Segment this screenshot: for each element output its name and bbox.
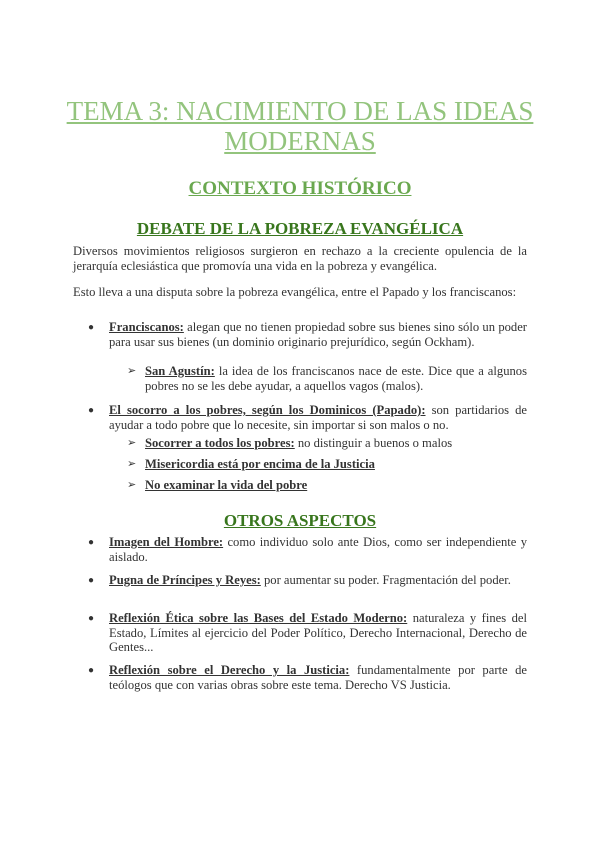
bullet-dot-icon: ● [88,575,95,586]
item-text: naturaleza y fines del Estado, Límites al ejercicio del Poder Político, Derecho Internacional, Derecho de Gentes... [109,611,527,654]
debate-heading: DEBATE DE LA POBREZA EVANGÉLICA [136,219,464,238]
item-text: fundamentalmente por parte de teólogos que con varias obras sobre este tema. Derecho VS Justicia. [109,663,527,692]
arrow-bullet-icon: ➢ [127,458,137,470]
sub-item-san-agustin [145,364,527,393]
item-term: Pugna de Príncipes y Reyes: [109,573,261,587]
list-item-dominicos [109,403,527,432]
list-item-reflexion-etica [109,611,527,655]
page-title: TEMA 3: NACIMIENTO DE LAS IDEAS MODERNAS [66,96,534,156]
item-term: San Agustín: [145,364,215,378]
arrow-bullet-icon: ➢ [127,479,137,491]
bullet-dot-icon: ● [88,537,95,548]
item-text: por aumentar su poder. Fragmentación del poder. [260,573,511,587]
item-term: Franciscanos: [109,320,184,334]
item-text: alegan que no tienen propiedad sobre sus bienes sino sólo un poder para usar sus bienes (un dominio originario prejurídico, según Ockham). [109,320,527,349]
list-item-franciscanos [109,320,527,349]
item-term: Socorrer a todos los pobres: [145,436,295,450]
item-term: Reflexión sobre el Derecho y la Justicia: [109,663,350,677]
item-term: Misericordia está por encima de la Justicia [145,457,375,471]
sub-item-misericordia [145,457,527,472]
bullet-dot-icon: ● [88,665,95,676]
list-item-reflexion-derecho [109,663,527,692]
item-text: son partidarios de ayudar a todo pobre que lo necesite, sin importar si son malos o no. [109,403,527,432]
sub-item-no-examinar [145,478,527,493]
dispute-paragraph: Esto lleva a una disputa sobre la pobreza evangélica, entre el Papado y los franciscanos: [73,285,517,299]
item-text: como individuo solo ante Dios, como ser independiente y aislado. [109,535,527,564]
item-term: El socorro a los pobres, según los Dominicos (Papado): [109,403,426,417]
list-item-pugna [109,573,527,588]
item-text: no distinguir a buenos o malos [294,436,453,450]
list-item-imagen [109,535,527,564]
arrow-bullet-icon: ➢ [127,365,137,377]
otros-heading: OTROS ASPECTOS [223,511,377,530]
arrow-bullet-icon: ➢ [127,437,137,449]
intro-paragraph: Diversos movimientos religiosos surgieron en rechazo a la creciente opulencia de la jerarquía eclesiástica que promovía una vida en la pobreza y evangélica. [73,244,527,273]
context-heading: CONTEXTO HISTÓRICO [188,178,412,199]
item-term: Reflexión Ética sobre las Bases del Estado Moderno: [109,611,408,625]
sub-item-socorrer [145,436,527,451]
bullet-dot-icon: ● [88,405,95,416]
bullet-dot-icon: ● [88,322,95,333]
item-term: No examinar la vida del pobre [145,478,308,492]
bullet-dot-icon: ● [88,613,95,624]
item-term: Imagen del Hombre: [109,535,224,549]
item-text: la idea de los franciscanos nace de este. Dice que a algunos pobres no se les debe ayudar, a aquellos vagos (malos). [145,364,527,393]
